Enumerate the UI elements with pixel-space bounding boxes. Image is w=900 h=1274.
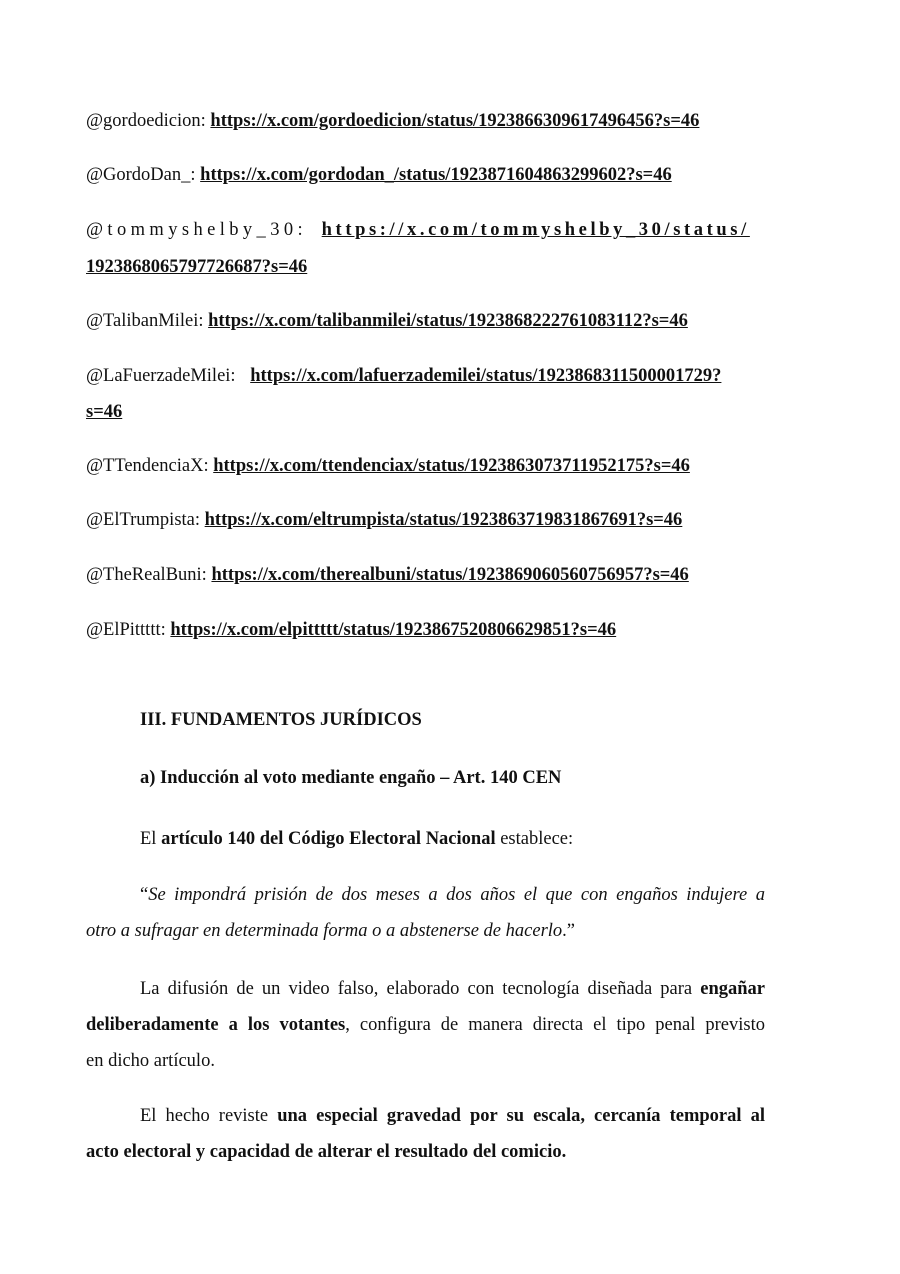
quote-text: Se impondrá prisión de dos meses a dos años el que con engaños indujere a bbox=[148, 885, 765, 905]
paragraph-line bbox=[86, 1134, 765, 1170]
account-handle: @gordoedicion: bbox=[86, 111, 206, 131]
post-link[interactable]: https://x.com/elpittttt/status/1923867520806629851?s=46 bbox=[170, 620, 617, 640]
link-entry bbox=[86, 111, 699, 132]
link-entry bbox=[86, 565, 689, 586]
paragraph bbox=[86, 1098, 765, 1170]
paragraph bbox=[86, 971, 765, 1079]
post-link[interactable]: https://x.com/therealbuni/status/1923869060560756957?s=46 bbox=[211, 565, 689, 585]
account-handle: @LaFuerzadeMilei: bbox=[86, 366, 236, 386]
account-handle: @GordoDan_: bbox=[86, 165, 196, 185]
paragraph-text: , configura de manera directa el tipo penal previsto bbox=[345, 1015, 765, 1035]
post-link[interactable]: https://x.com/talibanmilei/status/1923868222761083112?s=46 bbox=[208, 311, 688, 331]
paragraph-line bbox=[86, 1007, 765, 1043]
quote-line bbox=[86, 913, 765, 949]
account-handle: @ElPittttt: bbox=[86, 620, 166, 640]
quote-text: otro a sufragar en determinada forma o a abstenerse de hacerlo bbox=[86, 921, 563, 941]
account-handle: @ElTrumpista: bbox=[86, 510, 201, 530]
paragraph-line bbox=[86, 1098, 765, 1134]
paragraph-text: La difusión de un video falso, elaborado con tecnología diseñada para bbox=[140, 979, 701, 999]
intro-bold: artículo 140 del Código Electoral Nacional bbox=[161, 829, 496, 849]
paragraph-bold: deliberadamente a los votantes bbox=[86, 1015, 346, 1035]
link-entry bbox=[86, 311, 688, 332]
post-link-continuation[interactable]: s=46 bbox=[86, 402, 123, 422]
paragraph-bold: acto electoral y capacidad de alterar el resultado del comicio. bbox=[86, 1142, 567, 1162]
paragraph-line bbox=[86, 971, 765, 1007]
quote-close: .” bbox=[562, 921, 576, 941]
paragraph-bold: una especial gravedad por su escala, cercanía temporal al bbox=[277, 1106, 765, 1126]
account-handle: @TTendenciaX: bbox=[86, 456, 209, 476]
post-link[interactable]: https://x.com/gordoedicion/status/1923866309617496456?s=46 bbox=[210, 111, 700, 131]
link-entry bbox=[86, 366, 721, 387]
paragraph-bold: engañar bbox=[700, 979, 765, 999]
account-handle: @tommyshelby_30: bbox=[86, 220, 308, 240]
section-title: III. FUNDAMENTOS JURÍDICOS bbox=[140, 710, 422, 730]
post-link-continuation[interactable]: 1923868065797726687?s=46 bbox=[86, 257, 308, 277]
legal-quote bbox=[86, 877, 765, 949]
link-entry bbox=[86, 620, 616, 641]
quote-line bbox=[86, 877, 765, 913]
account-handle: @TalibanMilei: bbox=[86, 311, 204, 331]
intro-text-end: establece: bbox=[495, 829, 574, 849]
post-link[interactable]: https://x.com/tommyshelby_30/status/ bbox=[321, 220, 750, 240]
paragraph-line: en dicho artículo. bbox=[86, 1051, 215, 1071]
intro-text: El bbox=[140, 829, 162, 849]
paragraph-text: El hecho reviste bbox=[140, 1106, 278, 1126]
post-link[interactable]: https://x.com/gordodan_/status/1923871604863299602?s=46 bbox=[200, 165, 672, 185]
link-entry-continuation bbox=[86, 257, 307, 278]
link-entry bbox=[86, 456, 690, 477]
section-subtitle: a) Inducción al voto mediante engaño – Art. 140 CEN bbox=[140, 768, 562, 788]
link-entry-continuation bbox=[86, 402, 122, 423]
post-link[interactable]: https://x.com/eltrumpista/status/1923863719831867691?s=46 bbox=[204, 510, 683, 530]
link-entry bbox=[86, 510, 682, 531]
post-link[interactable]: https://x.com/lafuerzademilei/status/1923868311500001729? bbox=[250, 366, 722, 386]
intro-paragraph bbox=[140, 829, 573, 850]
link-entry bbox=[86, 165, 672, 186]
link-entry bbox=[86, 220, 750, 241]
quote-open: “ bbox=[140, 885, 149, 905]
account-handle: @TheRealBuni: bbox=[86, 565, 207, 585]
post-link[interactable]: https://x.com/ttendenciax/status/1923863073711952175?s=46 bbox=[213, 456, 690, 476]
